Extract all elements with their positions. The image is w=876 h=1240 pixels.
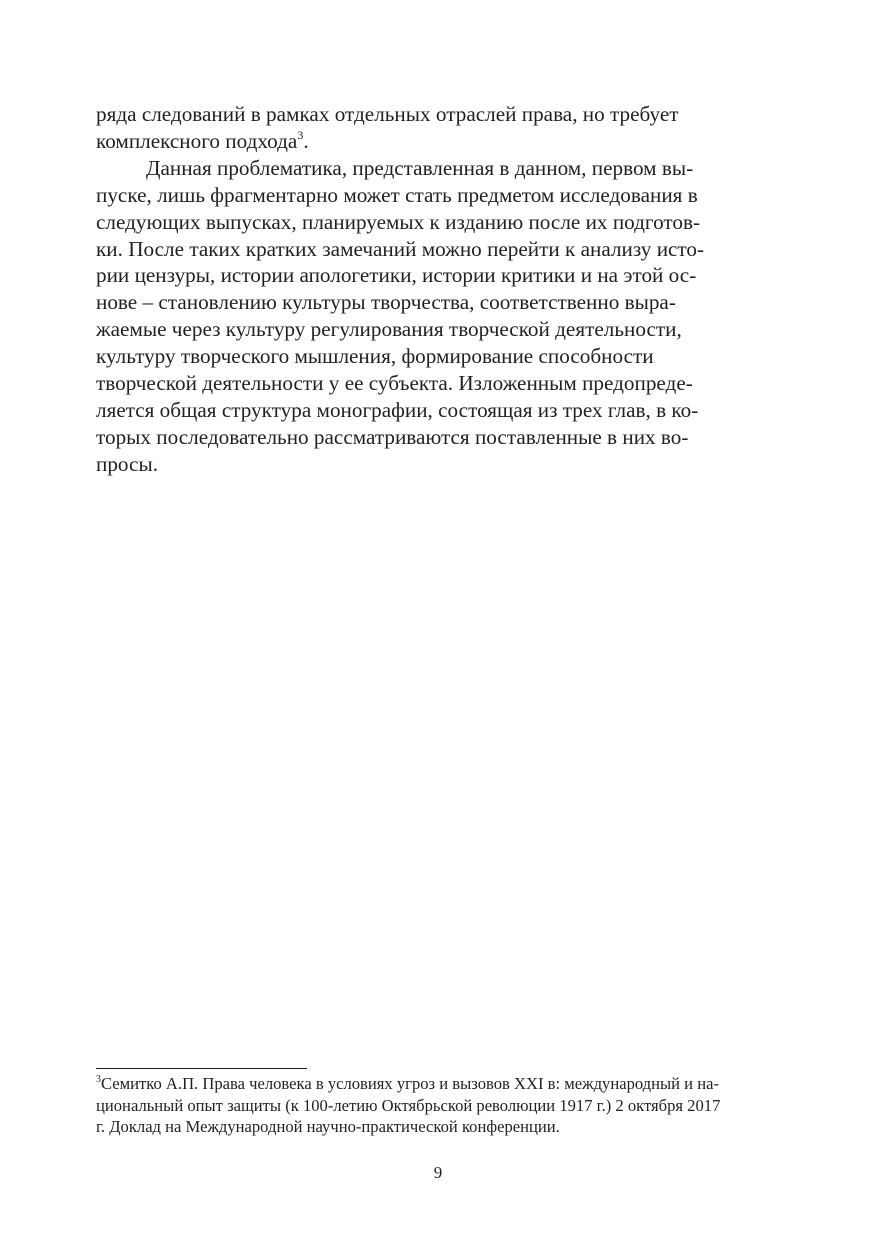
body-text xyxy=(96,101,778,478)
paragraph-1 xyxy=(96,101,778,155)
paragraph-2: Данная проблематика, представленная в данном, первом вы- пуске, лишь фрагментарно может стать предметом исследования в следующих выпусках, планируемых к изданию после их подготов- ки. После таких кратких замечаний можно перейти к анализу исто- рии цензуры, истории апологетики, истории критики и на этой ос- нове – становлению культуры творчества, соответственно выра- жаемые через культуру регулирования творческой деятельности, культуру творческого мышления, формирование способности творческой деятельности у ее субъекта. Изложенным предопреде- ляется общая структура монографии, состоящая из трех глав, в ко- торых последовательно рассматриваются поставленные в них во- просы. xyxy=(96,155,705,476)
footnote-text: Семитко А.П. Права человека в условиях угроз и вызовов XXI в: международный и на- циональный опыт защиты (к 100-летию Октябрьской революции 1917 г.) 2 октября 2017 г. Доклад на Международной научно-практической конференции. xyxy=(96,1074,721,1136)
footnote xyxy=(96,1073,778,1138)
footnote-separator xyxy=(96,1068,307,1069)
page-number: 9 xyxy=(433,1163,443,1182)
paragraph-1-text: ряда следований в рамках отдельных отраслей права, но требует комплексного подхода xyxy=(96,102,679,153)
footnote-reference[interactable]: 3 xyxy=(297,127,304,142)
footnote-number: 3 xyxy=(96,1074,101,1085)
paragraph-1-tail: . xyxy=(303,128,309,153)
